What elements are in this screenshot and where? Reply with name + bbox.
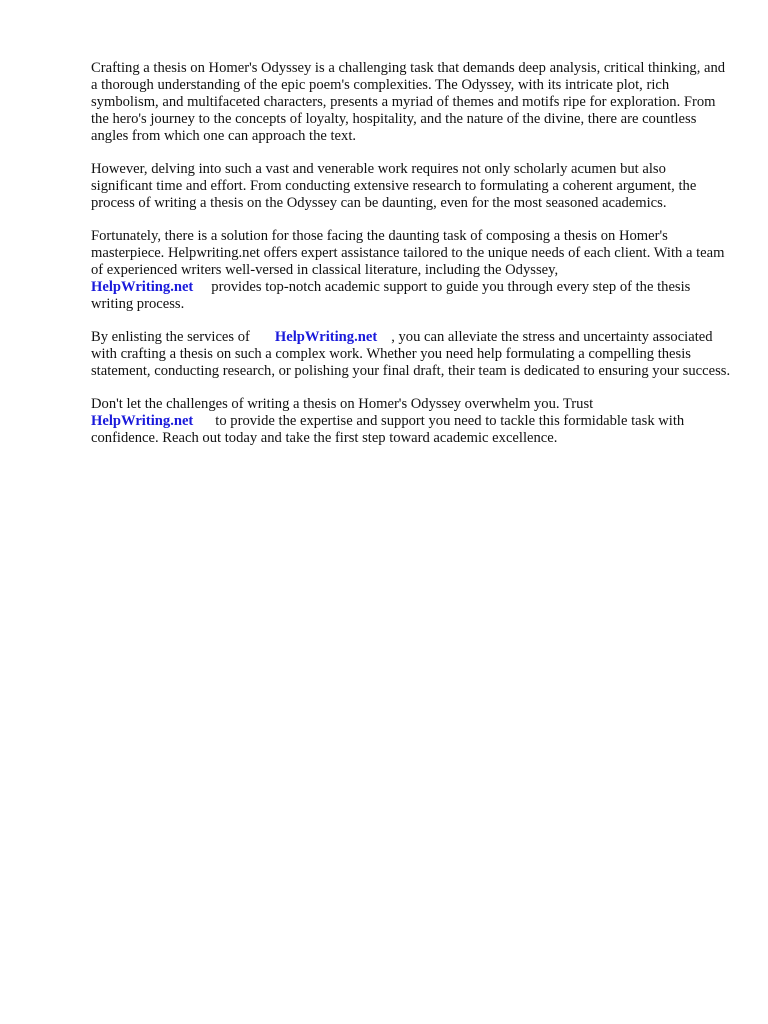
paragraph-intro: Crafting a thesis on Homer's Odyssey is a challenging task that demands deep analysis, critical thinking, and a thorough understanding of the epic poem's complexities. The Odyssey, with its intricate plot, rich symbolism, and multifaceted characters, presents a myriad of themes and motifs ripe for exploration. From the hero's journey to the concepts of loyalty, hospitality, and the nature of the divine, there are countless angles from which one can approach the text. <box>91 60 729 144</box>
helpwriting-link-2[interactable]: HelpWriting.net <box>274 329 378 345</box>
paragraph-services <box>91 329 731 380</box>
paragraph-challenge: However, delving into such a vast and venerable work requires not only scholarly acumen but also significant time and effort. From conducting extensive research to formulating a coherent argument, the process of writing a thesis on the Odyssey can be daunting, even for the most seasoned academics. <box>91 161 700 211</box>
paragraph-solution-text-before: Fortunately, there is a solution for those facing the daunting task of composing a thesis on Homer's masterpiece. Helpwriting.net offers expert assistance tailored to the unique needs of each client. With a team of experienced writers well-versed in classical literature, including the Odyssey, <box>91 228 729 278</box>
paragraph-closing-text-after: to provide the expertise and support you need to tackle this formidable task with confidence. Reach out today and take the first step toward academic excellence. <box>91 413 688 446</box>
paragraph-services-text-after: , you can alleviate the stress and uncertainty associated with crafting a thesis on such a complex work. Whether you need help formulating a compelling thesis statement, conducting research, or polishing your final draft, their team is dedicated to ensuring your success. <box>91 329 731 379</box>
helpwriting-link-3[interactable]: HelpWriting.net <box>91 413 194 429</box>
paragraph-solution <box>91 228 731 313</box>
paragraph-services-text-before: By enlisting the services of <box>91 329 250 345</box>
helpwriting-link-1[interactable]: HelpWriting.net <box>91 279 194 295</box>
paragraph-closing <box>91 396 731 447</box>
paragraph-closing-text-before: Don't let the challenges of writing a thesis on Homer's Odyssey overwhelm you. Trust <box>91 396 594 412</box>
document-body <box>91 60 731 463</box>
paragraph-solution-text-after: provides top-notch academic support to guide you through every step of the thesis writing process. <box>91 279 695 312</box>
